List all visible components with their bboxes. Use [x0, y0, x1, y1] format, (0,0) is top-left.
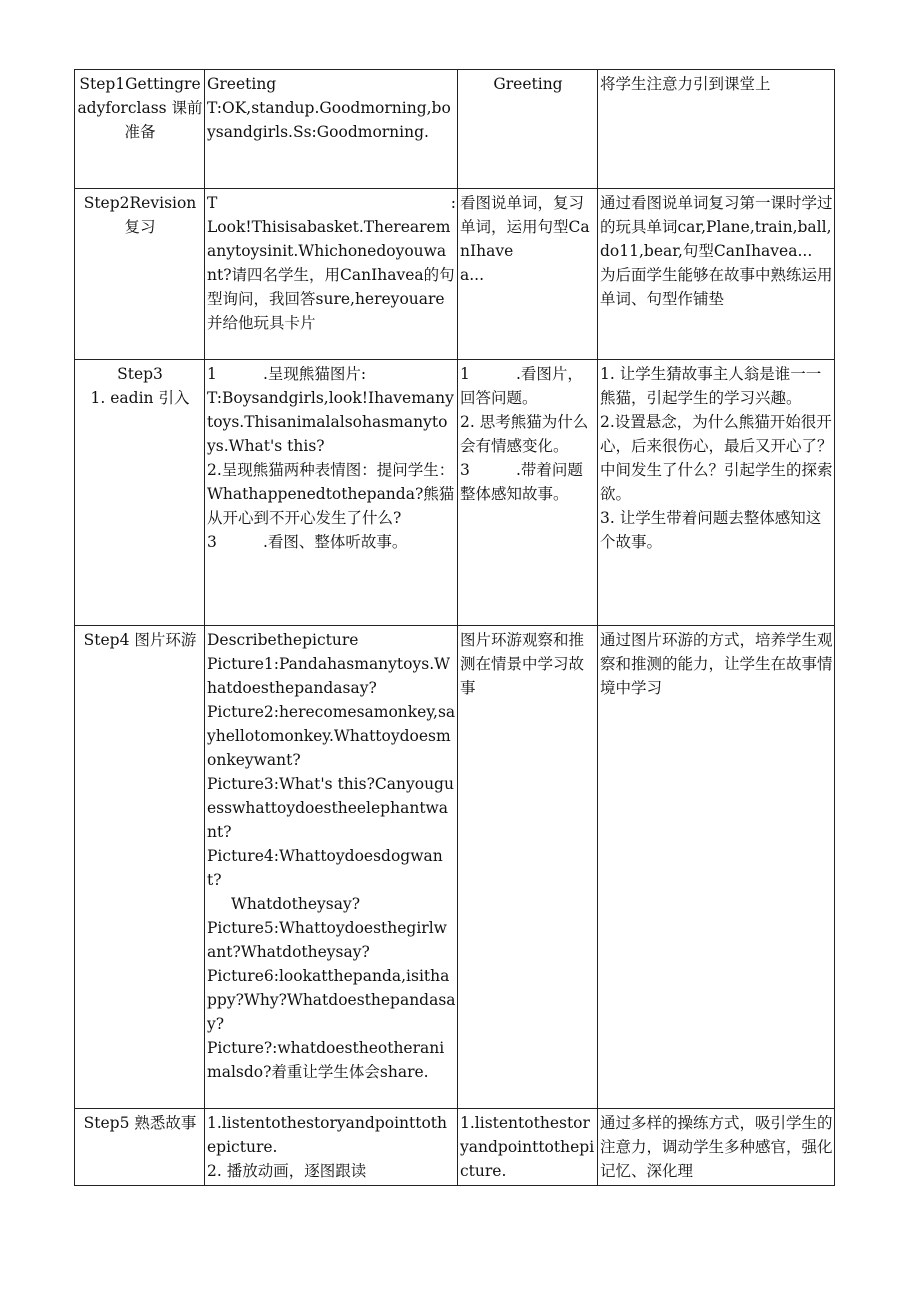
student-activity-cell	[458, 360, 598, 626]
step-label: Step5 熟悉故事	[83, 1114, 197, 1132]
lesson-plan-table	[74, 69, 835, 1186]
student-activity-cell	[458, 626, 598, 1109]
teacher-line: Picture6:lookatthepanda,isithappy?Why?Whatdoesthepandasay?	[207, 967, 456, 1033]
teacher-item	[207, 362, 456, 386]
student-activity-cell	[458, 189, 598, 360]
teacher-line: Picture4:Whattoydoesdogwant?	[207, 847, 443, 889]
teacher-item: T:Boysandgirls,look!Ihavemanytoys.Thisanimalalsohasmanytoys.What's this?	[207, 389, 454, 455]
item-number: 3	[207, 533, 217, 551]
teacher-activity-cell	[205, 189, 458, 360]
step-label: Step3	[117, 365, 163, 383]
item-text: .看图、整体听故事。	[263, 533, 408, 551]
purpose-line: 3. 让学生带着问题去整体感知这个故事。	[600, 509, 822, 551]
teacher-line: T:OK,standup.Goodmorning,boysandgirls.Ss:Goodmorning.	[207, 99, 451, 141]
table-row-step1	[75, 70, 835, 189]
purpose-line: 将学生注意力引到课堂上	[600, 75, 771, 93]
student-item	[460, 362, 596, 410]
purpose-line: 为后面学生能够在故事中熟练运用单词、句型作铺垫	[600, 266, 833, 308]
student-line: 看图说单词，复习单词，运用句型CanIhave	[460, 194, 590, 260]
student-line: Greeting	[493, 75, 563, 93]
teacher-line: Whatdotheysay?	[231, 895, 361, 913]
teacher-line: Picture5:Whattoydoesthegirlwant?Whatdotheysay?	[207, 919, 447, 961]
item-number: 1	[460, 365, 470, 383]
step-label: Step1Gettingreadyforclass 课前准备	[77, 75, 203, 141]
item-text: .呈现熊猫图片:	[263, 365, 367, 383]
teacher-item	[207, 530, 456, 554]
student-item: 2. 思考熊猫为什么会有情感变化。	[460, 413, 589, 455]
teacher-activity-cell	[205, 1109, 458, 1186]
table-row-step2	[75, 189, 835, 360]
teacher-line: Picture3:What's this?Canyouguesswhattoydoestheelephantwant?	[207, 775, 454, 841]
teacher-line: Picture?:whatdoestheotheranimalsdo?着重让学生体会share.	[207, 1039, 445, 1081]
teacher-line: Greeting	[207, 75, 277, 93]
speaker-label: T	[207, 194, 218, 212]
teacher-line: Look!Thisisabasket.Therearemanytoysinit.Whichonedoyouwant?请四名学生，用CanIhavea的句型询问，我回答sure,hereyouare并给他玩具卡片	[207, 218, 455, 332]
step-cell	[75, 189, 205, 360]
teacher-activity-cell	[205, 360, 458, 626]
purpose-line: 通过多样的操练方式，吸引学生的注意力，调动学生多种感官，强化记忆、深化理	[600, 1114, 833, 1180]
step-label: Step4 图片环游	[83, 631, 197, 649]
student-line: a...	[460, 266, 485, 284]
step-cell	[75, 626, 205, 1109]
table-row-step3	[75, 360, 835, 626]
purpose-cell	[598, 1109, 835, 1186]
teacher-line: Picture2:herecomesamonkey,sayhellotomonkey.Whattoydoesmonkeywant?	[207, 703, 456, 769]
purpose-line: 2.设置悬念，为什么熊猫开始很开心，后来很伤心，最后又开心了？中间发生了什么？引起学生的探索欲。	[600, 413, 833, 503]
table-row-step5	[75, 1109, 835, 1186]
teacher-speaker-line	[207, 191, 456, 215]
purpose-line: 1. 让学生猜故事主人翁是谁一一熊猫，引起学生的学习兴趣。	[600, 365, 822, 407]
student-line: 1.listentothestoryandpointtothepicture.	[460, 1114, 595, 1180]
teacher-line: Describethepicture	[207, 631, 359, 649]
student-activity-cell	[458, 1109, 598, 1186]
item-text: .带着问题整体感知故事。	[460, 461, 583, 503]
step-label: Step2Revision 复习	[83, 194, 197, 236]
teacher-line: 2. 播放动画，逐图跟读	[207, 1162, 367, 1180]
speaker-colon: :	[450, 194, 456, 212]
item-text: .看图片，回答问题。	[460, 365, 583, 407]
step-sublabel: 1. eadin 引入	[90, 389, 190, 407]
teacher-item: 2.呈现熊猫两种表情图：提问学生：Whathappenedtothepanda?熊猫从开心到不开心发生了什么?	[207, 461, 455, 527]
teacher-line: 1.listentothestoryandpointtothepicture.	[207, 1114, 448, 1156]
step-cell	[75, 1109, 205, 1186]
step-cell	[75, 360, 205, 626]
student-line: 图片环游观察和推测在情景中学习故事	[460, 631, 585, 697]
teacher-line: Picture1:Pandahasmanytoys.Whatdoesthepandasay?	[207, 655, 451, 697]
table-row-step4	[75, 626, 835, 1109]
purpose-line: 通过看图说单词复习第一课时学过的玩具单词car,Plane,train,ball,do11,bear,句型CanIhavea...	[600, 194, 833, 260]
teacher-activity-cell	[205, 70, 458, 189]
student-activity-cell	[458, 70, 598, 189]
student-item	[460, 458, 596, 506]
purpose-cell	[598, 70, 835, 189]
step-cell	[75, 70, 205, 189]
item-number: 1	[207, 365, 217, 383]
item-number: 3	[460, 461, 470, 479]
purpose-cell	[598, 189, 835, 360]
purpose-line: 通过图片环游的方式，培养学生观察和推测的能力，让学生在故事情境中学习	[600, 631, 833, 697]
purpose-cell	[598, 626, 835, 1109]
teacher-activity-cell	[205, 626, 458, 1109]
purpose-cell	[598, 360, 835, 626]
